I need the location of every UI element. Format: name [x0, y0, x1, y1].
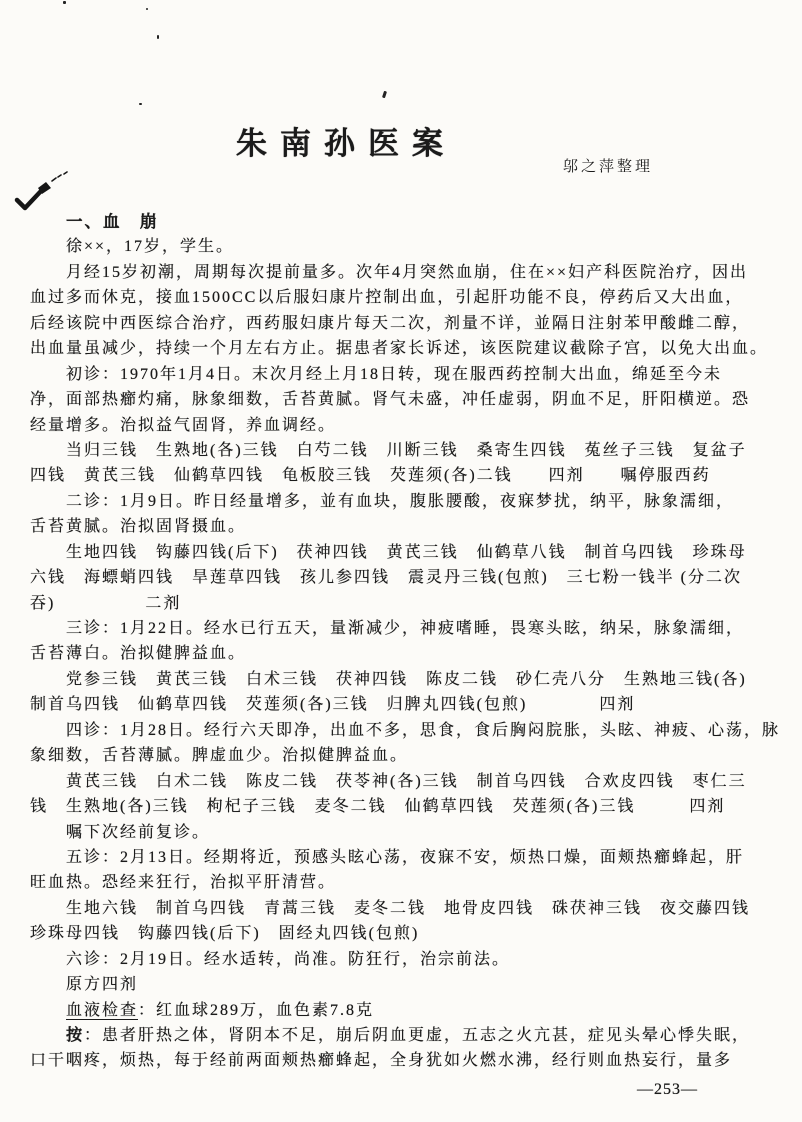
text-line: 二诊：1月9日。昨日经量增多，並有血块，腹胀腰酸，夜寐梦扰，纳平，脉象濡细， [66, 492, 735, 510]
text-line: 四诊：1月28日。经行六天即净，出血不多，思食，食后胸闷脘胀，头眩、神疲、心荡，脉 [66, 721, 781, 739]
scan-speck [139, 103, 142, 105]
prescription-line: 珍珠母四钱 钩藤四钱(后下) 固经丸四钱(包煎) [30, 925, 420, 943]
handwritten-checkmark [10, 167, 72, 213]
text-line: 出血量虽减少，持续一个月左右方止。据患者家长诉述，该医院建议截除子宫，以免大出血。 [30, 340, 769, 358]
text-line: 旺血热。恐经来狂行，治拟平肝清营。 [30, 874, 337, 892]
prescription-line: 党参三钱 黄芪三钱 白术三钱 茯神四钱 陈皮二钱 砂仁壳八分 生熟地三钱(各) [66, 670, 747, 688]
commentary-text: ：患者肝热之体，肾阴本不足，崩后阴血更虚，五志之火亢甚，症见头晕心悸失眠， [84, 1027, 751, 1044]
text-line: 月经15岁初潮，周期每次提前量多。次年4月突然血崩，住在××妇产科医院治疗，因出 [66, 263, 749, 281]
prescription-line: 钱 生熟地(各)三钱 枸杞子三钱 麦冬二钱 仙鹤草四钱 芡莲须(各)三钱 四剂 [30, 798, 726, 816]
text-line: 嘱下次经前复诊。 [66, 823, 211, 841]
text-line: 血过多而休克，接血1500CC以后服妇康片控制出血，引起肝功能不良，停药后又大出血， [30, 289, 744, 307]
text-line: 后经该院中西医综合治疗，西药服妇康片每天二次，剂量不详，並隔日注射苯甲酸雌二醇， [30, 314, 751, 332]
commentary-label: 按 [66, 1027, 85, 1044]
prescription-line: 黄芪三钱 白术二钱 陈皮二钱 茯苓神(各)三钱 制首乌四钱 合欢皮四钱 枣仁三 [66, 772, 747, 790]
page-title: 朱南孙医案 [236, 126, 456, 161]
scan-speck [146, 8, 148, 10]
prescription-line: 制首乌四钱 仙鹤草四钱 芡莲须(各)三钱 归脾丸四钱(包煎) 四剂 [30, 696, 636, 714]
byline: 邬之萍整理 [563, 159, 654, 175]
text-line: 经量增多。治拟益气固肾，养血调经。 [30, 416, 337, 434]
scan-speck [63, 1, 66, 4]
prescription-line: 生地四钱 钩藤四钱(后下) 茯神四钱 黄芪三钱 仙鹤草八钱 制首乌四钱 珍珠母 [66, 543, 747, 561]
commentary-line [30, 1023, 778, 1048]
prescription-line: 六钱 海螵蛸四钱 旱莲草四钱 孩儿参四钱 震灵丹三钱(包煎) 三七粉一钱半 (分二次 [30, 569, 742, 587]
blood-test-value: ：红血球289万，血色素7.8克 [138, 1001, 375, 1019]
page-number: —253— [637, 1081, 698, 1098]
text-line: 徐××，17岁，学生。 [66, 238, 235, 256]
text-line: 六诊：2月19日。经水适转，尚准。防狂行，治宗前法。 [66, 950, 511, 968]
prescription-line: 当归三钱 生熟地(各)三钱 白芍二钱 川断三钱 桑寄生四钱 菟丝子三钱 复盆子 [66, 441, 747, 459]
text-line: 口干咽疼，烦热，每于经前两面颊热癤蜂起，全身犹如火燃水沸，经行则血热妄行，量多 [30, 1052, 733, 1070]
blood-test-line [30, 998, 778, 1023]
text-line: 象细数，舌苔薄腻。脾虚血少。治拟健脾益血。 [30, 747, 409, 765]
text-line: 净，面部热癤灼痛，脉象细数，舌苔黄腻。肾气未盛，冲任虚弱，阴血不足，肝阳横逆。恐 [30, 391, 751, 409]
text-line: 初诊：1970年1月4日。末次月经上月18日转，现在服西药控制大出血，绵延至今未 [66, 365, 723, 383]
text-line: 三诊：1月22日。经水已行五天，量渐减少，神疲嗜睡，畏寒头眩，纳呆，脉象濡细， [66, 620, 745, 637]
scan-speck [157, 35, 159, 39]
prescription-line: 生地六钱 制首乌四钱 青蒿三钱 麦冬二钱 地骨皮四钱 硃茯神三钱 夜交藤四钱 [66, 899, 751, 917]
text-line: 舌苔薄白。治拟健脾益血。 [30, 645, 247, 663]
case-record-text [30, 209, 781, 1074]
text-line: 五诊：2月13日。经期将近，预感头眩心荡，夜寐不安，烦热口燥，面颊热癤蜂起，肝 [66, 848, 745, 866]
text-line: 舌苔黄腻。治拟固肾摄血。 [30, 518, 247, 536]
scan-speck [382, 91, 387, 99]
prescription-line: 四钱 黄芪三钱 仙鹤草四钱 龟板胶三钱 芡莲须(各)二钱 四剂 嘱停服西药 [30, 467, 711, 485]
prescription-line: 吞) 二剂 [30, 594, 182, 612]
section-heading: 一、血 崩 [66, 212, 159, 231]
blood-test-label: 血液检查 [66, 1001, 139, 1019]
text-line: 原方四剂 [66, 976, 139, 994]
